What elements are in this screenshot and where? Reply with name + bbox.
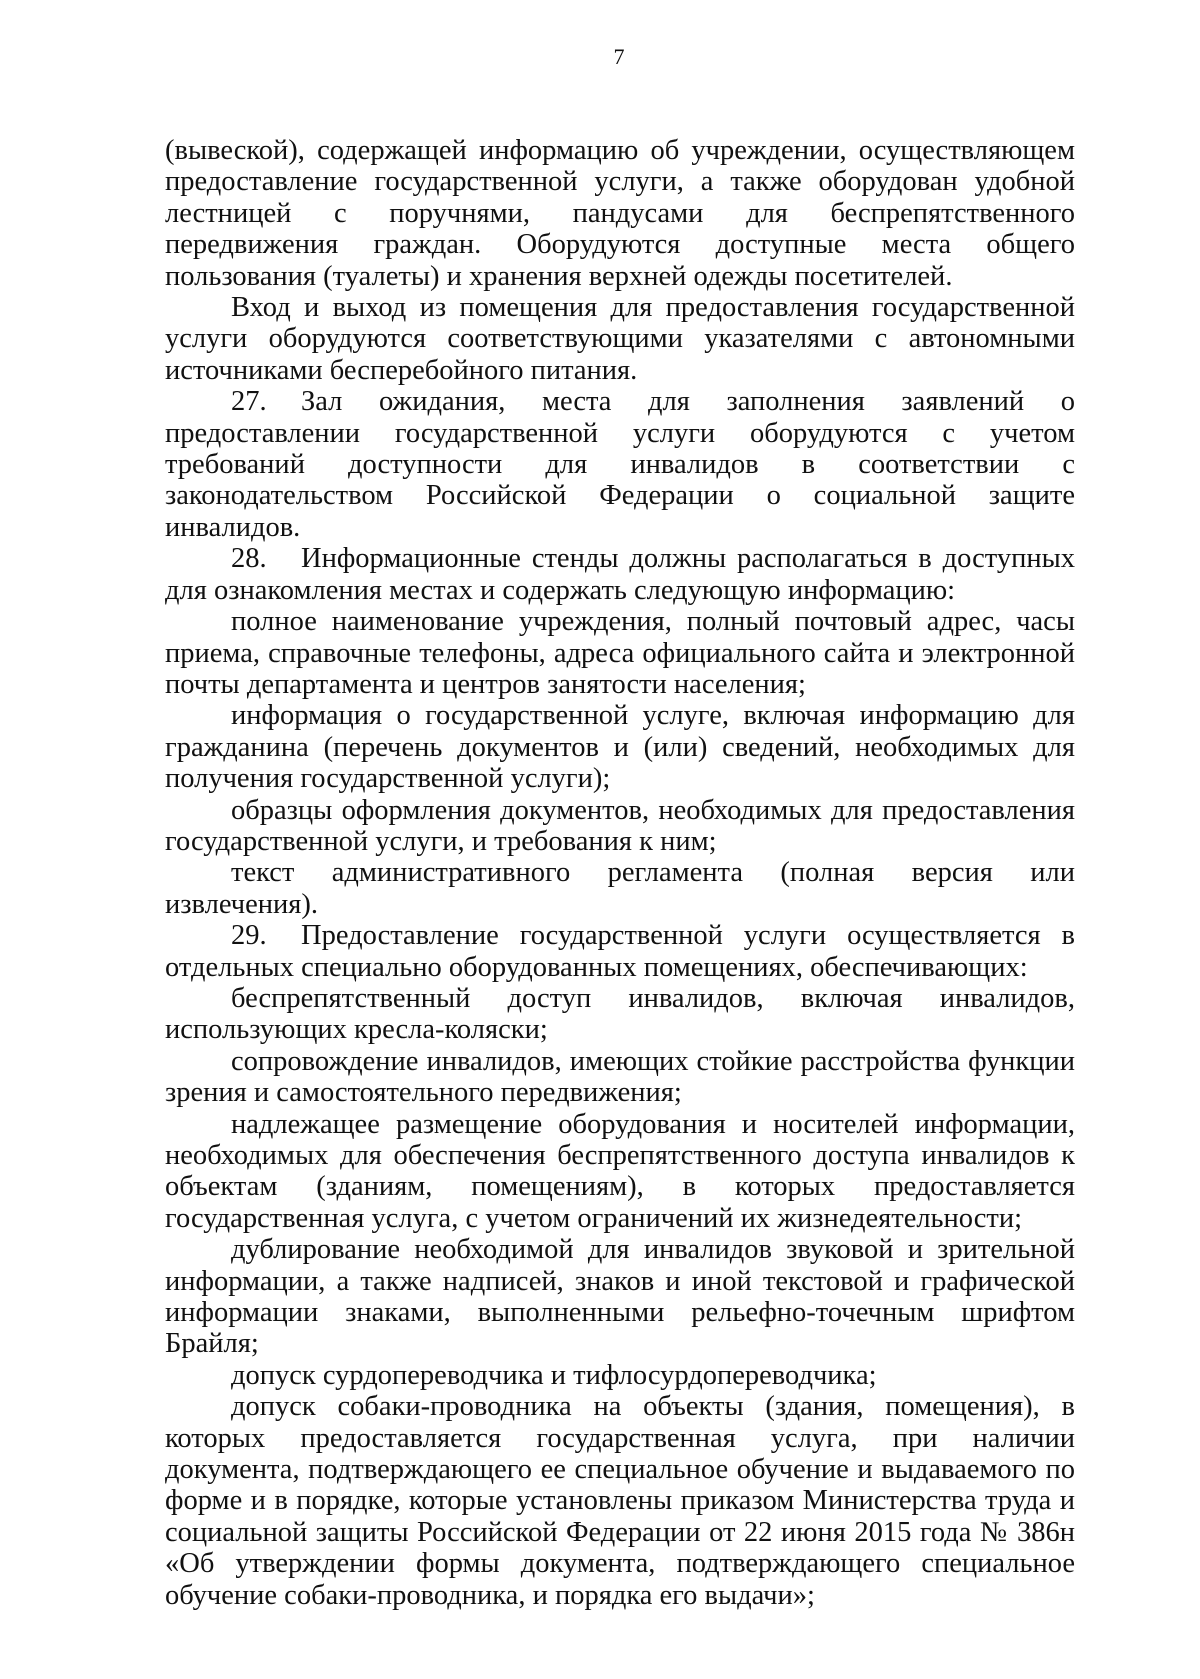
page-number: 7 (613, 44, 625, 69)
paragraph (165, 292, 1075, 386)
paragraph-text: Зал ожидания, места для заполнения заявлений о предоставлении государственной услуги оборудуются с учетом требований доступности для инвалидов в соответствии с законодательством Российской Федерации о социальной защите инвалидов. (165, 386, 1075, 543)
paragraph (165, 1046, 1075, 1109)
paragraph (165, 983, 1075, 1046)
paragraph (165, 1360, 1075, 1391)
paragraph (165, 1109, 1075, 1235)
paragraph (165, 1234, 1075, 1360)
paragraph-text: Вход и выход из помещения для предоставления государственной услуги оборудуются соответствующими указателями с автономными источниками бесперебойного питания. (165, 292, 1075, 386)
paragraph (165, 135, 1075, 292)
paragraph (165, 606, 1075, 700)
paragraph-text: надлежащее размещение оборудования и носителей информации, необходимых для обеспечения беспрепятственного доступа инвалидов к объектам (зданиям, помещениям), в которых предоставляется государственная услуга, с учетом ограничений их жизнедеятельности; (165, 1108, 1075, 1234)
paragraph (165, 700, 1075, 794)
paragraph-text: (вывеской), содержащей информацию об учреждении, осуществляющем предоставление государственной услуги, а также оборудован удобной лестницей с поручнями, пандусами для беспрепятственного передвижения граждан. Оборудуются доступные места общего пользования (туалеты) и хранения верхней одежды посетителей. (165, 135, 1075, 292)
numbered-paragraph (165, 386, 1075, 543)
paragraph-number: 29. (231, 920, 267, 952)
paragraph (165, 1391, 1075, 1611)
paragraph-number: 27. (231, 386, 267, 418)
paragraph-text: допуск собаки-проводника на объекты (здания, помещения), в которых предоставляется государственная услуга, при наличии документа, подтверждающего ее специальное обучение и выдаваемого по форме и в порядке, которые установлены приказом Министерства труда и социальной защиты Российской Федерации от 22 июня 2015 года № 386н «Об утверждении формы документа, подтверждающего специальное обучение собаки-проводника, и порядка его выдачи»; (165, 1391, 1075, 1611)
paragraph-text: беспрепятственный доступ инвалидов, включая инвалидов, использующих кресла-коляски; (165, 982, 1075, 1046)
paragraph-text: текст административного регламента (полная версия или извлечения). (165, 857, 1075, 920)
paragraph-text: Информационные стенды должны располагаться в доступных для ознакомления местах и содержать следующую информацию: (165, 543, 1075, 606)
paragraph-text: информация о государственной услуге, включая информацию для гражданина (перечень документов и (или) сведений, необходимых для получения государственной услуги); (165, 700, 1075, 795)
paragraph-text: Предоставление государственной услуги осуществляется в отдельных специально оборудованных помещениях, обеспечивающих: (165, 920, 1075, 983)
paragraph-text: допуск сурдопереводчика и тифлосурдопереводчика; (231, 1359, 877, 1391)
document-body (165, 135, 1075, 1611)
paragraph-number: 28. (231, 543, 267, 575)
paragraph-text: полное наименование учреждения, полный почтовый адрес, часы приема, справочные телефоны, адреса официального сайта и электронной почты департамента и центров занятости населения; (165, 606, 1075, 700)
paragraph-text: сопровождение инвалидов, имеющих стойкие расстройства функции зрения и самостоятельного передвижения; (165, 1045, 1075, 1109)
numbered-paragraph (165, 920, 1075, 983)
paragraph (165, 795, 1075, 858)
paragraph-text: образцы оформления документов, необходимых для предоставления государственной услуги, и требования к ним; (165, 794, 1075, 857)
paragraph-text: дублирование необходимой для инвалидов звуковой и зрительной информации, а также надписей, знаков и иной текстовой и графической информации знаками, выполненными рельефно-точечным шрифтом Брайля; (165, 1234, 1075, 1360)
paragraph (165, 857, 1075, 920)
numbered-paragraph (165, 543, 1075, 606)
